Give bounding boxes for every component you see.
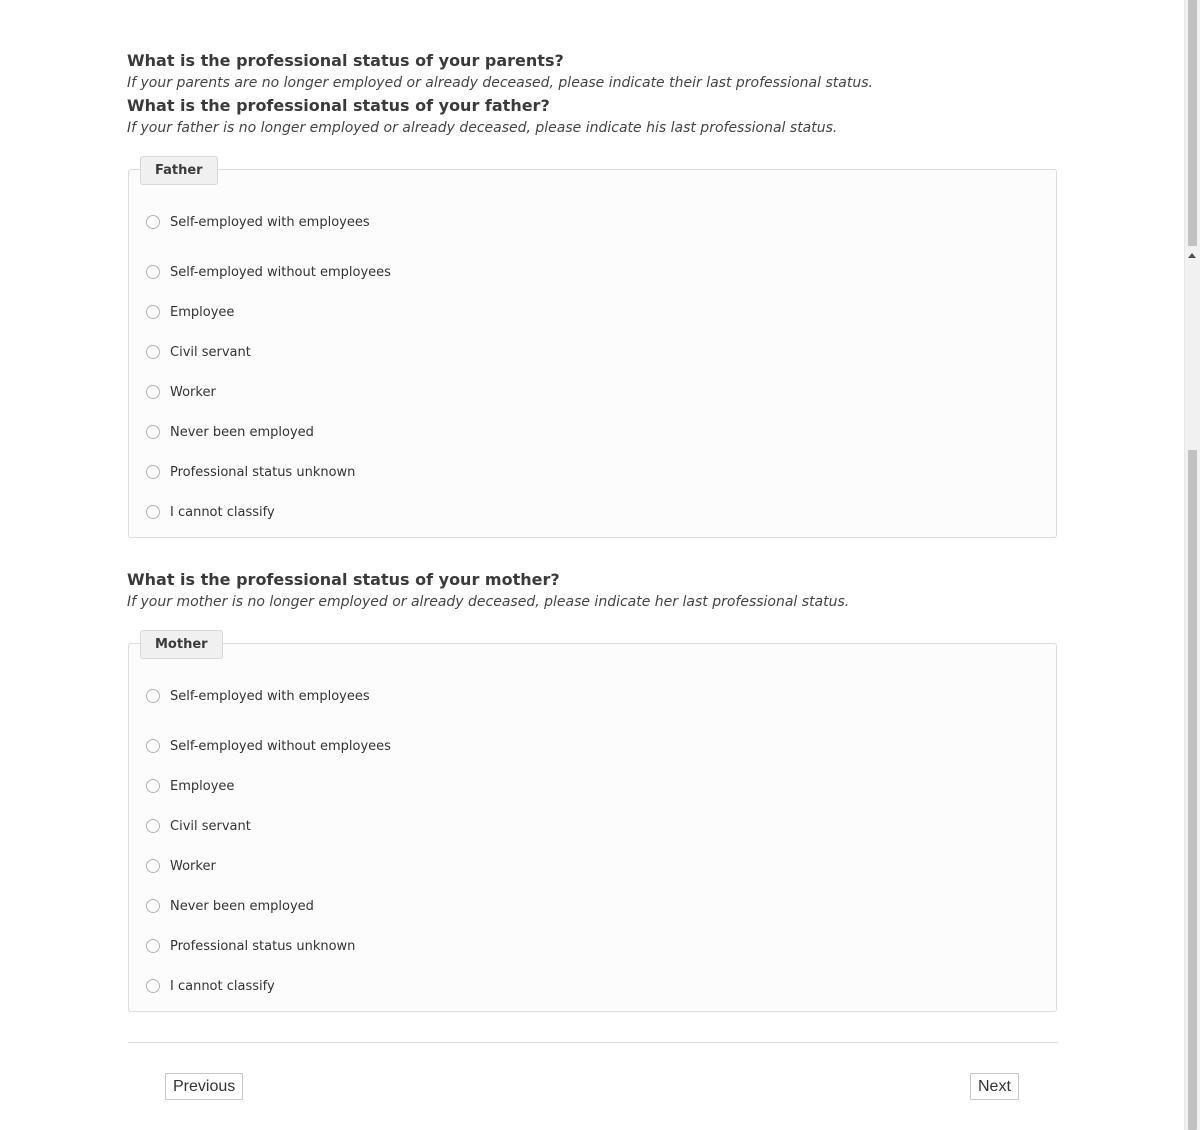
mother-option[interactable] — [146, 726, 391, 766]
option-label: Never been employed — [170, 424, 314, 440]
parents-question-help: If your parents are no longer employed or already deceased, please indicate their last professional status. — [127, 75, 873, 91]
option-label: Civil servant — [170, 344, 251, 360]
father-option[interactable] — [146, 412, 391, 452]
option-label: Civil servant — [170, 818, 251, 834]
radio-button[interactable] — [146, 345, 160, 359]
mother-question-title: What is the professional status of your mother? — [127, 570, 560, 589]
radio-button[interactable] — [146, 689, 160, 703]
scroll-up-arrow-icon[interactable] — [1188, 253, 1196, 258]
father-option[interactable] — [146, 252, 391, 292]
mother-option[interactable] — [146, 966, 391, 1006]
option-label: I cannot classify — [170, 504, 275, 520]
mother-option[interactable] — [146, 806, 391, 846]
mother-options — [146, 686, 391, 1006]
option-label: Employee — [170, 778, 235, 794]
vertical-scrollbar[interactable] — [1184, 0, 1200, 1130]
mother-option[interactable] — [146, 926, 391, 966]
father-fieldset — [128, 163, 1057, 538]
mother-fieldset — [128, 637, 1057, 1012]
radio-button[interactable] — [146, 739, 160, 753]
father-option[interactable] — [146, 332, 391, 372]
father-option[interactable] — [146, 292, 391, 332]
radio-button[interactable] — [146, 425, 160, 439]
option-label: Professional status unknown — [170, 938, 356, 954]
mother-option[interactable] — [146, 846, 391, 886]
scroll-thumb-lower[interactable] — [1188, 450, 1197, 1130]
mother-option[interactable] — [146, 886, 391, 926]
mother-option[interactable] — [146, 686, 391, 706]
mother-option[interactable] — [146, 766, 391, 806]
radio-button[interactable] — [146, 505, 160, 519]
father-option[interactable] — [146, 452, 391, 492]
mother-question-help: If your mother is no longer employed or already deceased, please indicate her last professional status. — [127, 594, 850, 610]
father-options — [146, 212, 391, 532]
radio-button[interactable] — [146, 779, 160, 793]
parents-question-title: What is the professional status of your parents? — [127, 51, 564, 70]
radio-button[interactable] — [146, 939, 160, 953]
father-option[interactable] — [146, 492, 391, 532]
father-question-title: What is the professional status of your father? — [127, 96, 550, 115]
previous-button[interactable]: Previous — [165, 1073, 243, 1100]
father-option[interactable] — [146, 212, 391, 232]
option-label: Self-employed without employees — [170, 264, 391, 280]
option-label: Worker — [170, 858, 216, 874]
option-label: Employee — [170, 304, 235, 320]
radio-button[interactable] — [146, 385, 160, 399]
next-button[interactable]: Next — [970, 1073, 1019, 1100]
radio-button[interactable] — [146, 465, 160, 479]
radio-button[interactable] — [146, 265, 160, 279]
radio-button[interactable] — [146, 215, 160, 229]
father-legend: Father — [140, 156, 218, 185]
option-label: I cannot classify — [170, 978, 275, 994]
radio-button[interactable] — [146, 305, 160, 319]
scroll-thumb[interactable] — [1188, 0, 1197, 246]
option-label: Self-employed with employees — [170, 214, 370, 230]
radio-button[interactable] — [146, 859, 160, 873]
radio-button[interactable] — [146, 819, 160, 833]
radio-button[interactable] — [146, 979, 160, 993]
option-label: Never been employed — [170, 898, 314, 914]
father-question-help: If your father is no longer employed or already deceased, please indicate his last professional status. — [127, 120, 838, 136]
option-label: Worker — [170, 384, 216, 400]
mother-legend: Mother — [140, 630, 223, 659]
footer-divider — [128, 1042, 1058, 1043]
father-option[interactable] — [146, 372, 391, 412]
option-label: Professional status unknown — [170, 464, 356, 480]
option-label: Self-employed without employees — [170, 738, 391, 754]
radio-button[interactable] — [146, 899, 160, 913]
option-label: Self-employed with employees — [170, 688, 370, 704]
